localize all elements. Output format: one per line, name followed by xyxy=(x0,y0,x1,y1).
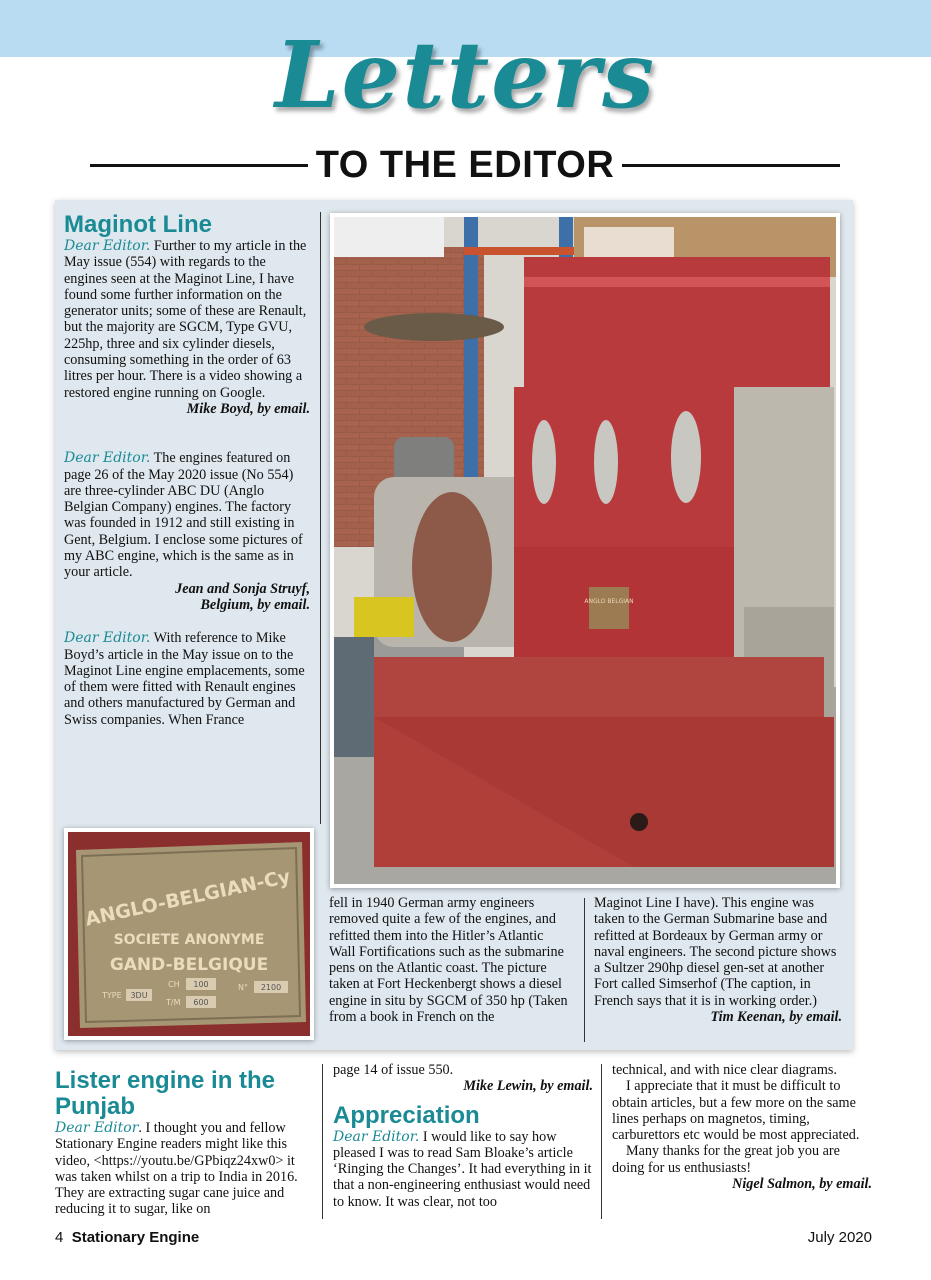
plate-tm-label: T/M xyxy=(166,998,181,1007)
salutation: Dear Editor xyxy=(55,1120,139,1136)
page-number: 4 xyxy=(55,1229,64,1246)
plate-photo-art xyxy=(68,832,310,1036)
column-divider xyxy=(584,898,585,1042)
salutation: Dear Editor. xyxy=(333,1128,420,1145)
plate-line2: SOCIETE ANONYME xyxy=(113,932,265,948)
signature: Nigel Salmon, by email. xyxy=(732,1176,872,1193)
plate-photo xyxy=(64,828,314,1040)
letter-body: page 14 of issue 550. xyxy=(333,1062,454,1078)
letter-body: technical, and with nice clear diagrams. xyxy=(612,1062,837,1078)
lister-heading xyxy=(55,1068,313,1120)
subtitle: TO THE EDITOR xyxy=(315,143,615,186)
letter-body: Further to my article in the May issue (554) with regards to the engines seen at the Maginot Line, I have found some further information on the generator units; some of these are Renault, but the majority are SGCM, Type GVU, 225hp, three and six cylinder diesels, consuming something in the order of 63 litres per hour. There is a video showing a restored engine running on Google. xyxy=(64,238,307,401)
magazine-name: Stationary Engine xyxy=(71,1229,200,1246)
letter-paragraph xyxy=(64,450,310,580)
maginot-continuation-column xyxy=(594,895,842,1025)
appreciation-column xyxy=(612,1062,872,1192)
signature: Belgium, by email. xyxy=(200,596,310,613)
lister-column xyxy=(55,1068,313,1218)
plate-ch-value: 100 xyxy=(193,980,209,989)
column-divider xyxy=(320,212,321,824)
letter-paragraph xyxy=(64,630,310,728)
masthead xyxy=(0,20,931,130)
plate-no-value: 2100 xyxy=(260,983,282,992)
signature: Mike Boyd, by email. xyxy=(186,400,310,417)
footer-left xyxy=(55,1229,199,1246)
appreciation-heading: Appreciation xyxy=(333,1101,480,1129)
letter-body: Maginot Line I have). This engine was taken to the German Submarine base and refitted at Bordeaux by German army or naval engineers. The second picture shows a Sultzer 290hp diesel gen-set at another Fort called Simserhof (The caption, in French says that it is in working order.) xyxy=(594,895,837,1009)
engine-photo xyxy=(330,213,840,888)
plate-type-label: TYPE xyxy=(102,991,122,1000)
subtitle-rule-left xyxy=(90,164,308,167)
signature: Jean and Sonja Struyf, xyxy=(175,580,310,597)
lister-heading-line: Punjab xyxy=(55,1093,136,1120)
plate-ch-label: CH xyxy=(168,980,180,989)
page-footer xyxy=(55,1229,872,1246)
plate-type-value: 3DU xyxy=(130,991,148,1000)
lister-heading-line: Lister engine in the xyxy=(55,1067,276,1094)
letter-body: I would like to say how pleased I was to read Sam Bloake’s article ‘Ringing the Changes’. It had everything in it that a non-engineering enthusiast would need to know. It was clear, not too xyxy=(333,1128,592,1210)
lister-appreciation-column xyxy=(333,1062,593,1210)
salutation: Dear Editor. xyxy=(64,450,151,467)
salutation: Dear Editor. xyxy=(64,630,151,647)
letters-script-title: Letters xyxy=(274,21,656,129)
column-divider xyxy=(601,1064,602,1219)
plate-no-label: N° xyxy=(238,983,248,992)
engine-plate-text: ANGLO BELGIAN xyxy=(584,598,634,605)
plate-line1: ANGLO-BELGIAN-Cy xyxy=(83,865,293,931)
plate-line3: GAND-BELGIQUE xyxy=(109,955,269,975)
letter-body: fell in 1940 German army engineers removed quite a few of the engines, and refitted them into the Hitler’s Atlantic Wall Fortifications such as the submarine pens on the Atlantic coast. The picture taken at Fort Heckenbergt shows a diesel engine in situ by SGCM of 350 hp (Taken from a book in French on the xyxy=(329,895,568,1026)
letter-body: . I thought you and fellow Stationary Engine readers might like this video, <https://youtu.be/GPbiqz24xw0> it was taken whilst on a trip to India in 2016. They are extracting sugar cane juice and reducing it to sugar, like on xyxy=(55,1120,298,1218)
signature: Tim Keenan, by email. xyxy=(710,1009,842,1026)
subtitle-row xyxy=(90,140,840,190)
maginot-column xyxy=(64,212,310,728)
maginot-heading: Maginot Line xyxy=(64,211,212,238)
engine-photo-art xyxy=(334,217,836,884)
letter-body: With reference to Mike Boyd’s article in the May issue on to the Maginot Line engine emplacements, some of them were fitted with Renault engines and others manufactured by German and Swiss companies. When France xyxy=(64,630,305,728)
subtitle-rule-right xyxy=(622,164,840,167)
salutation: Dear Editor. xyxy=(64,238,151,254)
letter-body: I appreciate that it must be difficult to obtain articles, but a few more on the same lines perhaps on magnetos, timing, carburettors etc would be most appreciated. xyxy=(612,1078,860,1144)
letter-paragraph xyxy=(333,1129,593,1210)
plate-tm-value: 600 xyxy=(193,998,209,1007)
signature: Mike Lewin, by email. xyxy=(463,1078,593,1095)
letter-body: Many thanks for the great job you are doing for us enthusiasts! xyxy=(612,1143,840,1176)
letter-body: The engines featured on page 26 of the May 2020 issue (No 554) are three-cylinder ABC DU (Anglo Belgian Company) engines. The factory was founded in 1912 and still existing in Gent, Belgium. I enclose some pictures of my ABC engine, which is the same as in your article. xyxy=(64,450,303,581)
letter-paragraph xyxy=(64,238,310,401)
issue-date: July 2020 xyxy=(807,1229,872,1246)
letter-paragraph xyxy=(55,1120,313,1218)
column-divider xyxy=(322,1064,323,1219)
maginot-continuation-column xyxy=(329,895,569,1025)
